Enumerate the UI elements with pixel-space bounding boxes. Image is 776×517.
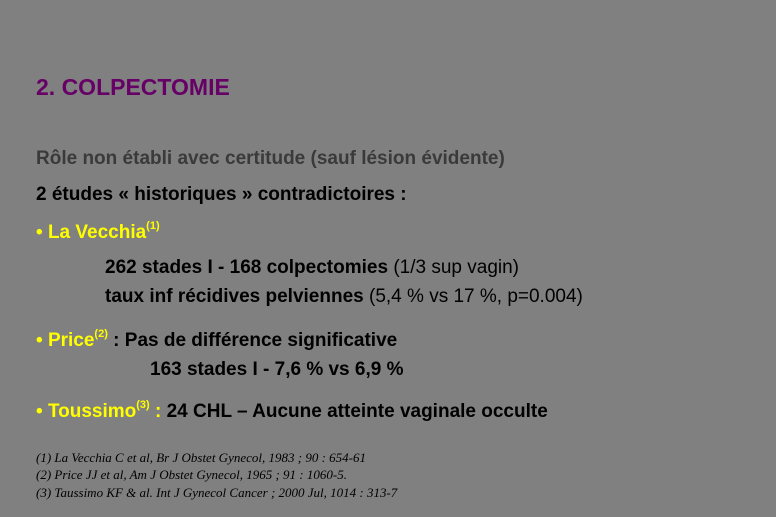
- price-separator: :: [107, 330, 125, 351]
- bullet-glyph: •: [36, 330, 43, 351]
- bullet-glyph: •: [36, 222, 43, 243]
- study-name-price: Price: [47, 330, 95, 351]
- price-detail: 163 stades I - 7,6 % vs 6,9 %: [150, 359, 404, 380]
- ref-mark-1: (1): [146, 219, 160, 232]
- ref-mark-2: (2): [94, 327, 108, 340]
- la-vecchia-detail-1-bold: 262 stades I - 168 colpectomies: [105, 257, 389, 278]
- study-name-toussimo: Toussimo: [47, 401, 137, 422]
- slide-title: 2. COLPECTOMIE: [36, 74, 230, 100]
- intro-line-2: 2 études « historiques » contradictoires :: [36, 184, 407, 205]
- la-vecchia-detail-2-bold: taux inf récidives pelviennes: [105, 286, 364, 307]
- toussimo-separator: :: [149, 401, 167, 422]
- la-vecchia-detail-1-normal: (1/3 sup vagin): [388, 257, 520, 278]
- bullet-price: [36, 327, 398, 352]
- la-vecchia-detail-2: [105, 286, 583, 308]
- study-name-la-vecchia: La Vecchia: [47, 222, 147, 243]
- la-vecchia-detail-2-normal: (5,4 % vs 17 %, p=0.004): [363, 286, 583, 307]
- bullet-toussimo: [36, 398, 548, 423]
- reference-2: (2) Price JJ et al, Am J Obstet Gynecol, 1965 ; 91 : 1060-5.: [36, 467, 347, 482]
- reference-1: (1) La Vecchia C et al, Br J Obstet Gynecol, 1983 ; 90 : 654-61: [36, 450, 366, 465]
- intro-line-1: Rôle non établi avec certitude (sauf lésion évidente): [36, 148, 505, 169]
- price-statement: Pas de différence significative: [124, 330, 398, 351]
- reference-3: (3) Taussimo KF & al. Int J Gynecol Cancer ; 2000 Jul, 1014 : 313-7: [36, 485, 398, 500]
- toussimo-statement: 24 CHL – Aucune atteinte vaginale occulte: [166, 401, 548, 422]
- la-vecchia-detail-1: [105, 257, 519, 279]
- bullet-la-vecchia: [36, 219, 160, 244]
- ref-mark-3: (3): [136, 398, 150, 411]
- bullet-glyph: •: [36, 401, 43, 422]
